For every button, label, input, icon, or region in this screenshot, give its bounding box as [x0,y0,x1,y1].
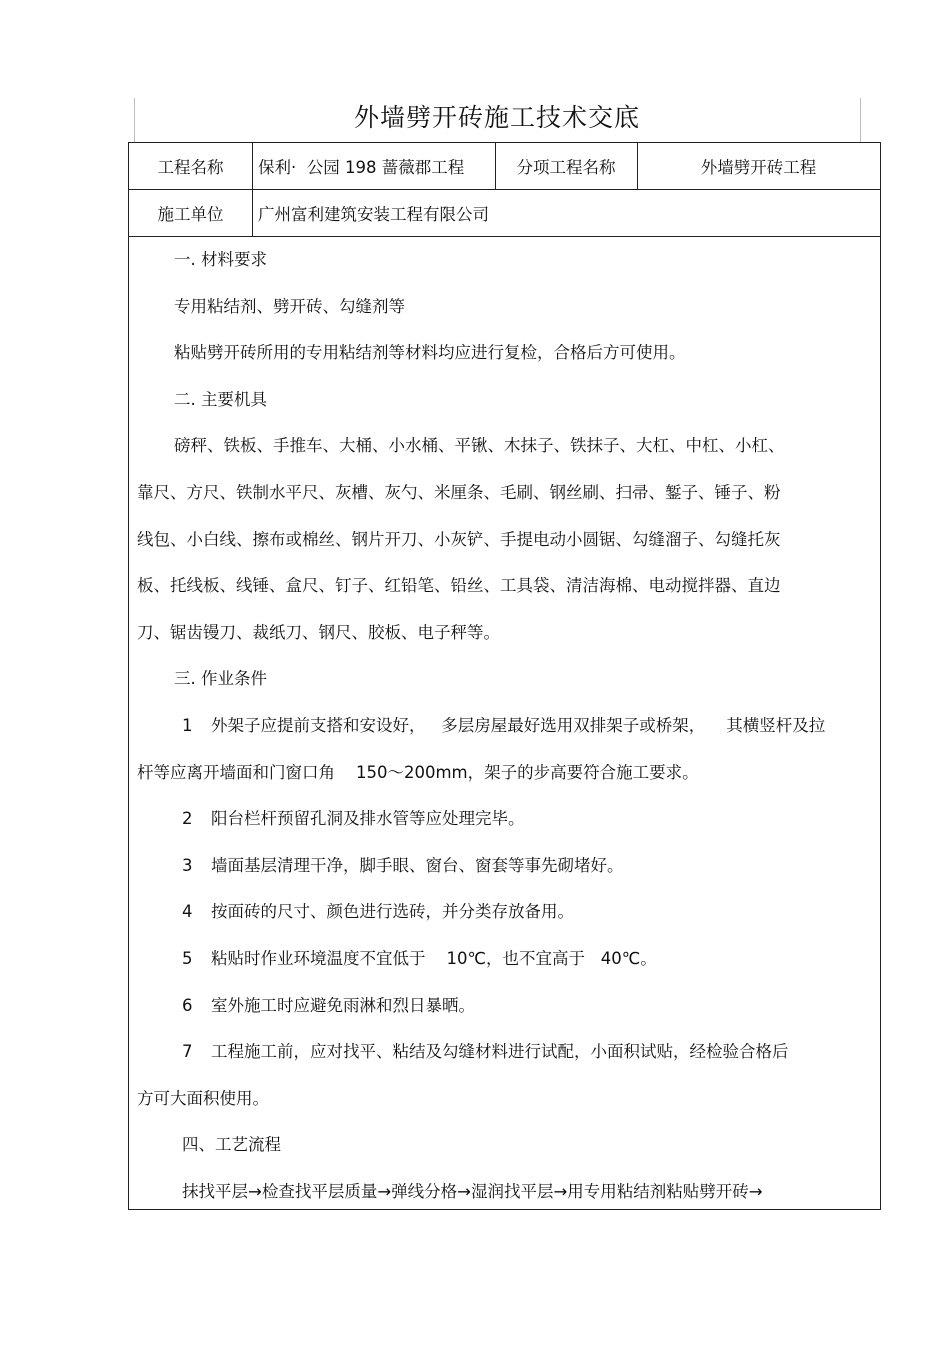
materials-line: 专用粘结剂、劈开砖、勾缝剂等 [174,296,405,316]
tools-line: 线包、小白线、擦布或棉丝、钢片开刀、小灰铲、手提电动小圆锯、勾缝溜子、勾缝托灰 [137,529,781,549]
disclosure-body [137,237,872,1215]
condition-text: 墙面基层清理干净，脚手眼、窗台、窗套等事先砌堵好。 [211,855,624,875]
materials-line: 粘贴劈开砖所用的专用粘结剂等材料均应进行复检，合格后方可使用。 [174,343,686,363]
condition-item [137,843,872,890]
tools-line: 磅秤、铁板、手推车、大桶、小水桶、平锹、木抹子、铁抹子、大杠、中杠、小杠、 [174,436,785,456]
materials-heading: 一. 材料要求 [174,250,267,269]
condition-number: 5 [182,948,193,968]
condition-item [137,889,872,936]
condition-text: 外架子应提前支搭和安设好， 多层房屋最好选用双排架子或桥架， 其横竖杆及拉 [211,715,826,735]
condition-item [137,703,872,750]
condition-number: 7 [182,1042,193,1062]
condition-continuation: 杆等应离开墙面和门窗口角 150～200mm，架子的步高要符合施工要求。 [137,762,699,782]
disclosure-table [128,142,881,1210]
title-right-rule [860,98,861,142]
contractor-label: 施工单位 [157,205,224,224]
tools-line: 靠尺、方尺、铁制水平尺、灰槽、灰勺、米厘条、毛刷、钢丝刷、扫帚、錾子、锤子、粉 [137,482,781,502]
project-name-label: 工程名称 [157,158,224,177]
conditions-heading: 三. 作业条件 [174,669,267,689]
project-name-value: 保利· 公园 198 蔷薇郡工程 [258,158,465,177]
tools-line: 板、托线板、线锤、盒尺、钉子、红铅笔、铅丝、工具袋、清洁海棉、电动搅拌器、直边 [137,576,781,596]
condition-text: 室外施工时应避免雨淋和烈日暴晒。 [211,995,475,1015]
process-line: 抹找平层→检查找平层质量→弹线分格→湿润找平层→用专用粘结剂粘贴劈开砖→ [182,1181,763,1201]
condition-text: 工程施工前，应对找平、粘结及勾缝材料进行试配，小面积试贴，经检验合格后 [211,1042,789,1062]
process-heading: 四、工艺流程 [182,1135,281,1155]
contractor-value: 广州富利建筑安装工程有限公司 [258,205,489,224]
condition-continuation: 方可大面积使用。 [137,1088,269,1108]
sub-project-value: 外墙劈开砖工程 [700,158,817,177]
condition-item [137,1029,872,1076]
tools-line: 刀、锯齿镘刀、裁纸刀、钢尺、胶板、电子秤等。 [137,622,500,642]
column-divider [252,143,253,236]
condition-number: 4 [182,902,193,922]
condition-item [137,936,872,983]
condition-text: 按面砖的尺寸、颜色进行选砖，并分类存放备用。 [211,902,574,922]
condition-number: 3 [182,855,193,875]
page-title: 外墙劈开砖施工技术交底 [353,103,640,132]
sub-project-label: 分项工程名称 [516,158,616,177]
condition-text: 阳台栏杆预留孔洞及排水管等应处理完毕。 [211,809,525,829]
condition-number: 2 [182,809,193,829]
tools-heading: 二. 主要机具 [174,389,267,409]
condition-number: 1 [182,715,193,735]
condition-number: 6 [182,995,193,1015]
condition-text: 粘贴时作业环境温度不宜低于 10℃，也不宜高于 40℃。 [211,948,657,968]
condition-item [137,796,872,843]
condition-item [137,983,872,1030]
